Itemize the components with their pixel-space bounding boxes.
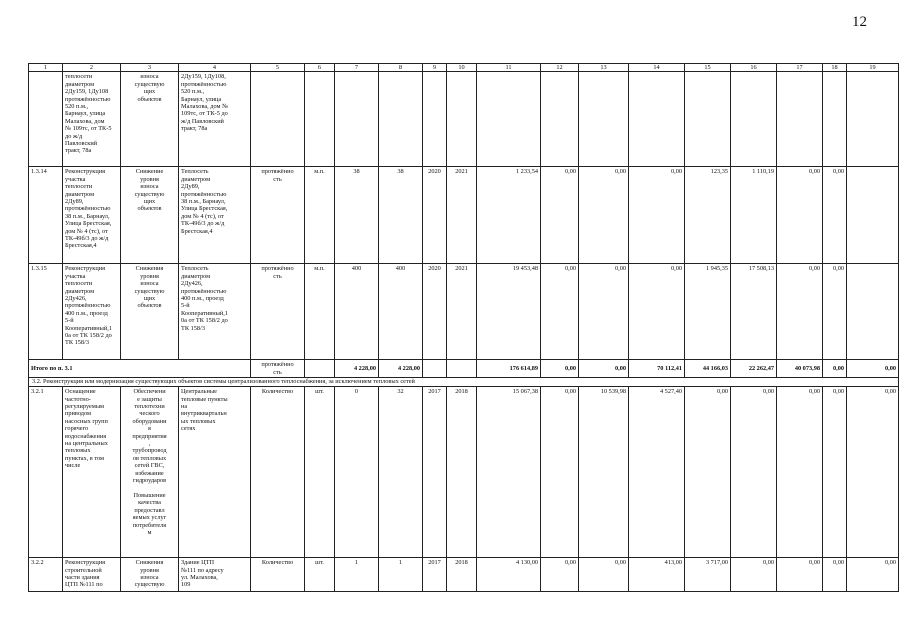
cell-unit: м.п.	[305, 167, 335, 264]
cell-amount: 22 262,47	[731, 360, 777, 378]
cell-unit: м.п.	[305, 264, 335, 360]
column-number: 7	[335, 64, 379, 72]
cell	[685, 72, 731, 167]
cell-amount: 0,00	[823, 264, 847, 360]
cell-purpose: Снижения уровня износа существую щих объектов	[121, 264, 179, 360]
cell-amount: 0,00	[685, 387, 731, 558]
cell-amount: 44 166,03	[685, 360, 731, 378]
column-number: 8	[379, 64, 423, 72]
cell-unit: шт.	[305, 387, 335, 558]
cell-value: 400	[379, 264, 423, 360]
cell-amount: 17 508,13	[731, 264, 777, 360]
column-number: 15	[685, 64, 731, 72]
cell	[847, 167, 899, 264]
column-number: 18	[823, 64, 847, 72]
cell-year-start: 2020	[423, 264, 447, 360]
cell-indicator: протяжённо сть	[251, 264, 305, 360]
table-row	[29, 264, 899, 360]
column-number: 16	[731, 64, 777, 72]
cell-value: 1	[379, 558, 423, 592]
cell	[251, 72, 305, 167]
column-number: 5	[251, 64, 305, 72]
cell-year-end: 2021	[447, 167, 477, 264]
cell-amount: 1 945,35	[685, 264, 731, 360]
cell	[731, 72, 777, 167]
table-row	[29, 167, 899, 264]
cell	[847, 72, 899, 167]
cell-object: Центральные тепловые пункты на внутриквартальн ых тепловых сетях	[179, 387, 251, 558]
cell-amount: 0,00	[579, 360, 629, 378]
cell-amount: 0,00	[629, 264, 685, 360]
cell	[335, 72, 379, 167]
cell-amount: 0,00	[731, 558, 777, 592]
total-label: Итого по п. 3.1	[29, 360, 251, 378]
cell-number: 3.2.1	[29, 387, 63, 558]
cell-amount: 0,00	[541, 167, 579, 264]
cell-year-start: 2017	[423, 387, 447, 558]
cell-indicator: протяжённо сть	[251, 360, 305, 378]
cell-indicator: Количество	[251, 558, 305, 592]
cell	[629, 72, 685, 167]
cell-object: 2Ду159, 1Ду108, протяжённостью 520 п.м., Барнаул, улица Малахова, дом № 109тс, от ТК-5 до ж/д Павловский тракт, 78а	[179, 72, 251, 167]
column-number: 10	[447, 64, 477, 72]
cell-amount: 0,00	[823, 558, 847, 592]
column-number: 12	[541, 64, 579, 72]
cell-indicator: Количество	[251, 387, 305, 558]
table-row	[29, 72, 899, 167]
investment-program-table	[28, 63, 899, 592]
section-title: 3.2. Реконструкция или модернизация существующих объектов системы централизованного теплоснабжения, за исключением тепловых сетей	[29, 378, 899, 387]
cell-amount: 1 233,54	[477, 167, 541, 264]
cell-amount: 0,00	[541, 264, 579, 360]
cell-purpose: Снижение уровня износа существую щих объектов	[121, 167, 179, 264]
cell-value: 38	[379, 167, 423, 264]
section-row	[29, 378, 899, 387]
cell-year-start: 2020	[423, 167, 447, 264]
cell-year-end: 2018	[447, 558, 477, 592]
column-number: 6	[305, 64, 335, 72]
column-number: 1	[29, 64, 63, 72]
cell-object: Теплосеть диаметром 2Ду426, протяжённостью 400 п.м., проезд 5-й Кооперативный,1 0а от ТК 158/2 до ТК 158/3	[179, 264, 251, 360]
cell	[777, 72, 823, 167]
cell-amount: 413,00	[629, 558, 685, 592]
cell-description: Оснащение частотно- регулируемым приводом насосных групп горячего водоснабжения на центральных тепловых пунктах, в том числе	[63, 387, 121, 558]
cell-amount: 0,00	[777, 387, 823, 558]
cell-value: 32	[379, 387, 423, 558]
column-number: 14	[629, 64, 685, 72]
cell	[305, 72, 335, 167]
cell-purpose: Снижения уровня износа существую	[121, 558, 179, 592]
cell	[423, 360, 447, 378]
cell	[541, 72, 579, 167]
cell-amount: 40 073,98	[777, 360, 823, 378]
cell-purpose: Обеспечени е защиты теплотехни ческого оборудовани я предприятия , трубопровод ов тепловых сетей ГВС, избежание гидроударов Повышение качества предоставл яемых услуг потребителя м	[121, 387, 179, 558]
cell-year-start: 2017	[423, 558, 447, 592]
cell-amount: 0,00	[777, 558, 823, 592]
column-number: 3	[121, 64, 179, 72]
column-number: 19	[847, 64, 899, 72]
cell	[847, 264, 899, 360]
cell-amount: 0,00	[823, 360, 847, 378]
cell-number: 1.3.14	[29, 167, 63, 264]
total-row	[29, 360, 899, 378]
cell-amount: 4 130,00	[477, 558, 541, 592]
cell	[823, 72, 847, 167]
cell-year-end: 2018	[447, 387, 477, 558]
cell-indicator: протяжённо сть	[251, 167, 305, 264]
cell-amount: 176 614,89	[477, 360, 541, 378]
cell-value: 400	[335, 264, 379, 360]
cell-amount: 0,00	[579, 167, 629, 264]
cell	[477, 72, 541, 167]
column-number: 2	[63, 64, 121, 72]
cell-value: 4 228,00	[335, 360, 379, 378]
cell-amount: 10 539,98	[579, 387, 629, 558]
cell-amount: 0,00	[823, 387, 847, 558]
cell	[305, 360, 335, 378]
column-number: 4	[179, 64, 251, 72]
cell-amount: 0,00	[777, 264, 823, 360]
cell-amount: 0,00	[731, 387, 777, 558]
table-row	[29, 558, 899, 592]
column-number: 13	[579, 64, 629, 72]
cell-amount: 0,00	[541, 360, 579, 378]
cell-amount: 1 110,19	[731, 167, 777, 264]
cell-value: 1	[335, 558, 379, 592]
column-number: 9	[423, 64, 447, 72]
cell	[423, 72, 447, 167]
table-row	[29, 387, 899, 558]
cell	[579, 72, 629, 167]
cell-amount: 0,00	[847, 558, 899, 592]
cell-value: 38	[335, 167, 379, 264]
cell-amount: 15 067,38	[477, 387, 541, 558]
cell-value: 4 228,00	[379, 360, 423, 378]
cell-value: 0	[335, 387, 379, 558]
cell-number: 1.3.15	[29, 264, 63, 360]
cell-amount: 19 453,48	[477, 264, 541, 360]
column-number-row	[29, 64, 899, 72]
page-number: 12	[852, 14, 867, 30]
cell-description: Реконструкция участка теплосети диаметром 2Ду89, протяжённостью 38 п.м., Барнаул, Улица Брестская, дом № 4 (тс), от ТК-49б/3 до ж/д Брестская,4	[63, 167, 121, 264]
cell-amount: 0,00	[847, 360, 899, 378]
cell-amount: 0,00	[823, 167, 847, 264]
cell-amount: 0,00	[847, 387, 899, 558]
cell-object: Здание ЦТП №111 по адресу ул. Малахова, 109	[179, 558, 251, 592]
cell-amount: 70 112,41	[629, 360, 685, 378]
cell-year-end: 2021	[447, 264, 477, 360]
cell-purpose: износа существую щих объектов	[121, 72, 179, 167]
cell-description: теплосети диаметром 2Ду159, 1Ду108 протяжённостью 520 п.м., Барнаул, улица Малахова, дом № 109тс, от ТК-5 до ж/д Павловский тракт, 78а	[63, 72, 121, 167]
cell-object: Теплосеть диаметром 2Ду89, протяжённостью 38 п.м., Барнаул, Улица Брестская, дом № 4 (тс), от ТК-49б/3 до ж/д Брестская,4	[179, 167, 251, 264]
cell-amount: 3 717,00	[685, 558, 731, 592]
cell-amount: 123,35	[685, 167, 731, 264]
cell-number: 3.2.2	[29, 558, 63, 592]
cell-amount: 0,00	[629, 167, 685, 264]
cell	[29, 72, 63, 167]
column-number: 17	[777, 64, 823, 72]
cell-amount: 4 527,40	[629, 387, 685, 558]
cell-amount: 0,00	[541, 387, 579, 558]
cell-amount: 0,00	[777, 167, 823, 264]
column-number: 11	[477, 64, 541, 72]
cell-description: Реконструкция участка теплосети диаметром 2Ду426, протяжённостью 400 п.м., проезд 5-й Кооперативный,1 0а от ТК 158/2 до ТК 158/3	[63, 264, 121, 360]
cell	[379, 72, 423, 167]
cell	[447, 360, 477, 378]
cell	[447, 72, 477, 167]
cell-amount: 0,00	[579, 264, 629, 360]
cell-description: Реконструкция строительной части здания ЦТП №111 по	[63, 558, 121, 592]
cell-unit: шт.	[305, 558, 335, 592]
cell-amount: 0,00	[579, 558, 629, 592]
cell-amount: 0,00	[541, 558, 579, 592]
